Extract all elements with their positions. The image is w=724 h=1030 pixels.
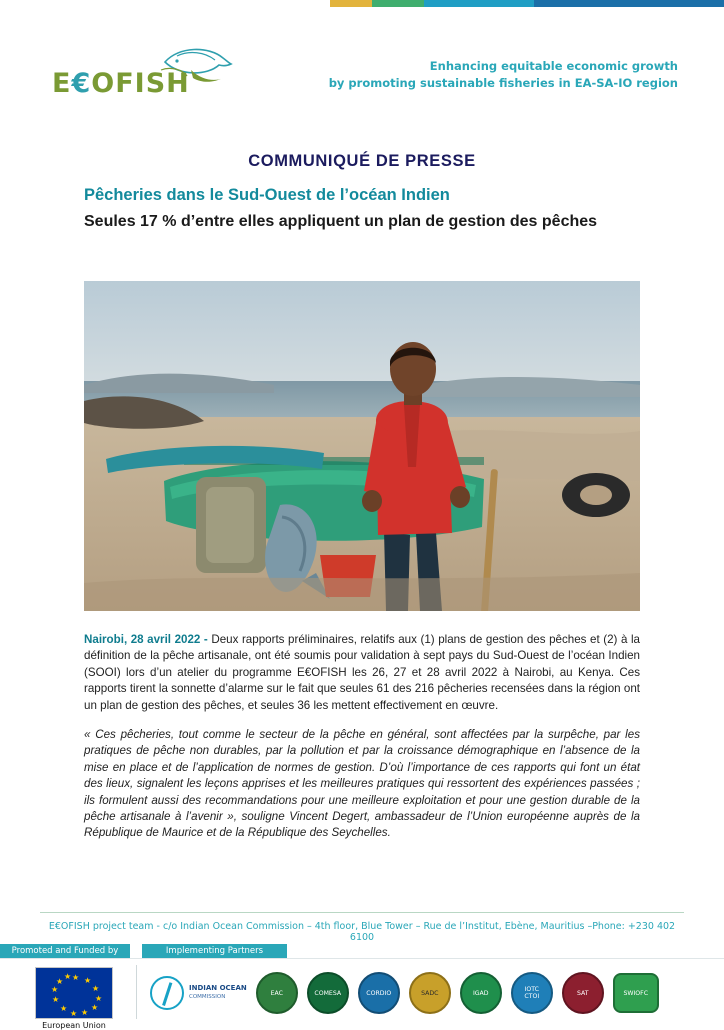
top-color-bar: [0, 0, 724, 7]
partner-logo-comesa: [307, 967, 349, 1019]
document-header: [0, 28, 724, 128]
tagline-line-2: by promoting sustainable fisheries in EA-SA-IO region: [328, 76, 678, 90]
footer-partners: [0, 944, 724, 1030]
sadc-seal-icon: SADC: [409, 972, 451, 1014]
footer-vertical-divider: [136, 965, 137, 1019]
partner-logo-sat: [562, 967, 604, 1019]
partner-logo-eac: [256, 967, 298, 1019]
paragraph-1-text: Deux rapports préliminaires, relatifs aux (1) plans de gestion des pêches et (2) à la définition de la pêche artisanale, ont été soumis pour validation à sept pays du Sud-Ouest de l’océan Indien (SOOI) lors d’un atelier du programme E€OFISH les 26, 27 et 28 avril 2022 à Nairobi, au Kenya. Ces rapports tirent la sonnette d’alarme sur le fait que seules 61 des 216 pêcheries recensées dans la région ont un plan de gestion des pêches, et seules 36 les mettent effectivement en œuvre.: [84, 633, 640, 712]
page-title: COMMUNIQUÉ DE PRESSE: [248, 152, 476, 170]
paragraph-1: [84, 632, 640, 714]
logo-text-pre: E: [52, 68, 72, 99]
topbar-segment: [0, 0, 330, 7]
partner-logo-iotc: [511, 967, 553, 1019]
footer-band-labels: [0, 944, 724, 958]
implementing-partners-label: Implementing Partners: [142, 944, 287, 958]
cordio-seal-icon: CORDIO: [358, 972, 400, 1014]
topbar-segment: [424, 0, 534, 7]
partner-logo-swiofc: [613, 967, 659, 1019]
topbar-segment: [534, 0, 724, 7]
partner-logo-ioc: [150, 967, 247, 1019]
comesa-seal-icon: COMESA: [307, 972, 349, 1014]
topbar-segment: [330, 0, 372, 7]
ecofish-wordmark: [52, 68, 190, 99]
logo-text-post: OFISH: [91, 68, 190, 99]
paragraph-2: « Ces pêcheries, tout comme le secteur de la pêche en général, sont affectées par la surpêche, par les pratiques de pêche non durables, par la pollution et par la croissance démographique en l’absence de la mise en place et de l’application de normes de gestion. D’où l’importance de ces rapports qui font un état des lieux, signalent les leçons apprises et les meilleures pratiques qui ressortent des expériences passées ; ils formulent aussi des recommandations pour une meilleure exploitation et pour une gestion durable de la pêche artisanale à l’avenir », souligne Vincent Degert, ambassadeur de l’Union européenne auprès de la République de Maurice et de la République des Seychelles.: [84, 728, 640, 840]
header-tagline: [329, 58, 678, 92]
logo-text-euro: €: [71, 68, 92, 99]
partner-logo-sadc: [409, 967, 451, 1019]
headline: Pêcheries dans le Sud-Ouest de l’océan Indien: [84, 186, 450, 204]
topbar-segment: [372, 0, 424, 7]
ecofish-logo: [52, 38, 242, 128]
footer-contact: E€OFISH project team - c/o Indian Ocean Commission – 4th floor, Blue Tower – Rue de l’Institut, Ebène, Mauritius –Phone: +230 402 6100: [48, 921, 676, 943]
funded-by-label: Promoted and Funded by: [0, 944, 130, 958]
subheadline: Seules 17 % d’entre elles appliquent un plan de gestion des pêches: [84, 213, 598, 230]
partner-logo-list: [150, 965, 710, 1021]
partners-strip: [0, 958, 724, 1030]
ioc-mark-icon: [150, 976, 184, 1010]
sat-seal-icon: SAT: [562, 972, 604, 1014]
european-union-logo: [24, 967, 124, 1030]
iotc-seal-icon: IOTC CTOI: [511, 972, 553, 1014]
tagline-line-1: Enhancing equitable economic growth: [429, 59, 678, 73]
article-body: [84, 632, 640, 842]
partner-logo-cordio: [358, 967, 400, 1019]
igad-seal-icon: IGAD: [460, 972, 502, 1014]
partner-logo-igad: [460, 967, 502, 1019]
title-block: [84, 186, 654, 232]
partner-label-ioc: INDIAN OCEAN COMMISSION: [189, 984, 247, 1000]
eu-flag-icon: ★ ★ ★ ★ ★ ★ ★ ★ ★ ★ ★ ★: [35, 967, 113, 1019]
footer-divider: [40, 912, 684, 913]
dateline: Nairobi, 28 avril 2022 -: [84, 633, 212, 646]
eac-seal-icon: EAC: [256, 972, 298, 1014]
article-photo: [84, 281, 640, 611]
eu-caption: European Union: [42, 1021, 106, 1030]
swiofc-seal-icon: SWIOFC: [613, 973, 659, 1013]
